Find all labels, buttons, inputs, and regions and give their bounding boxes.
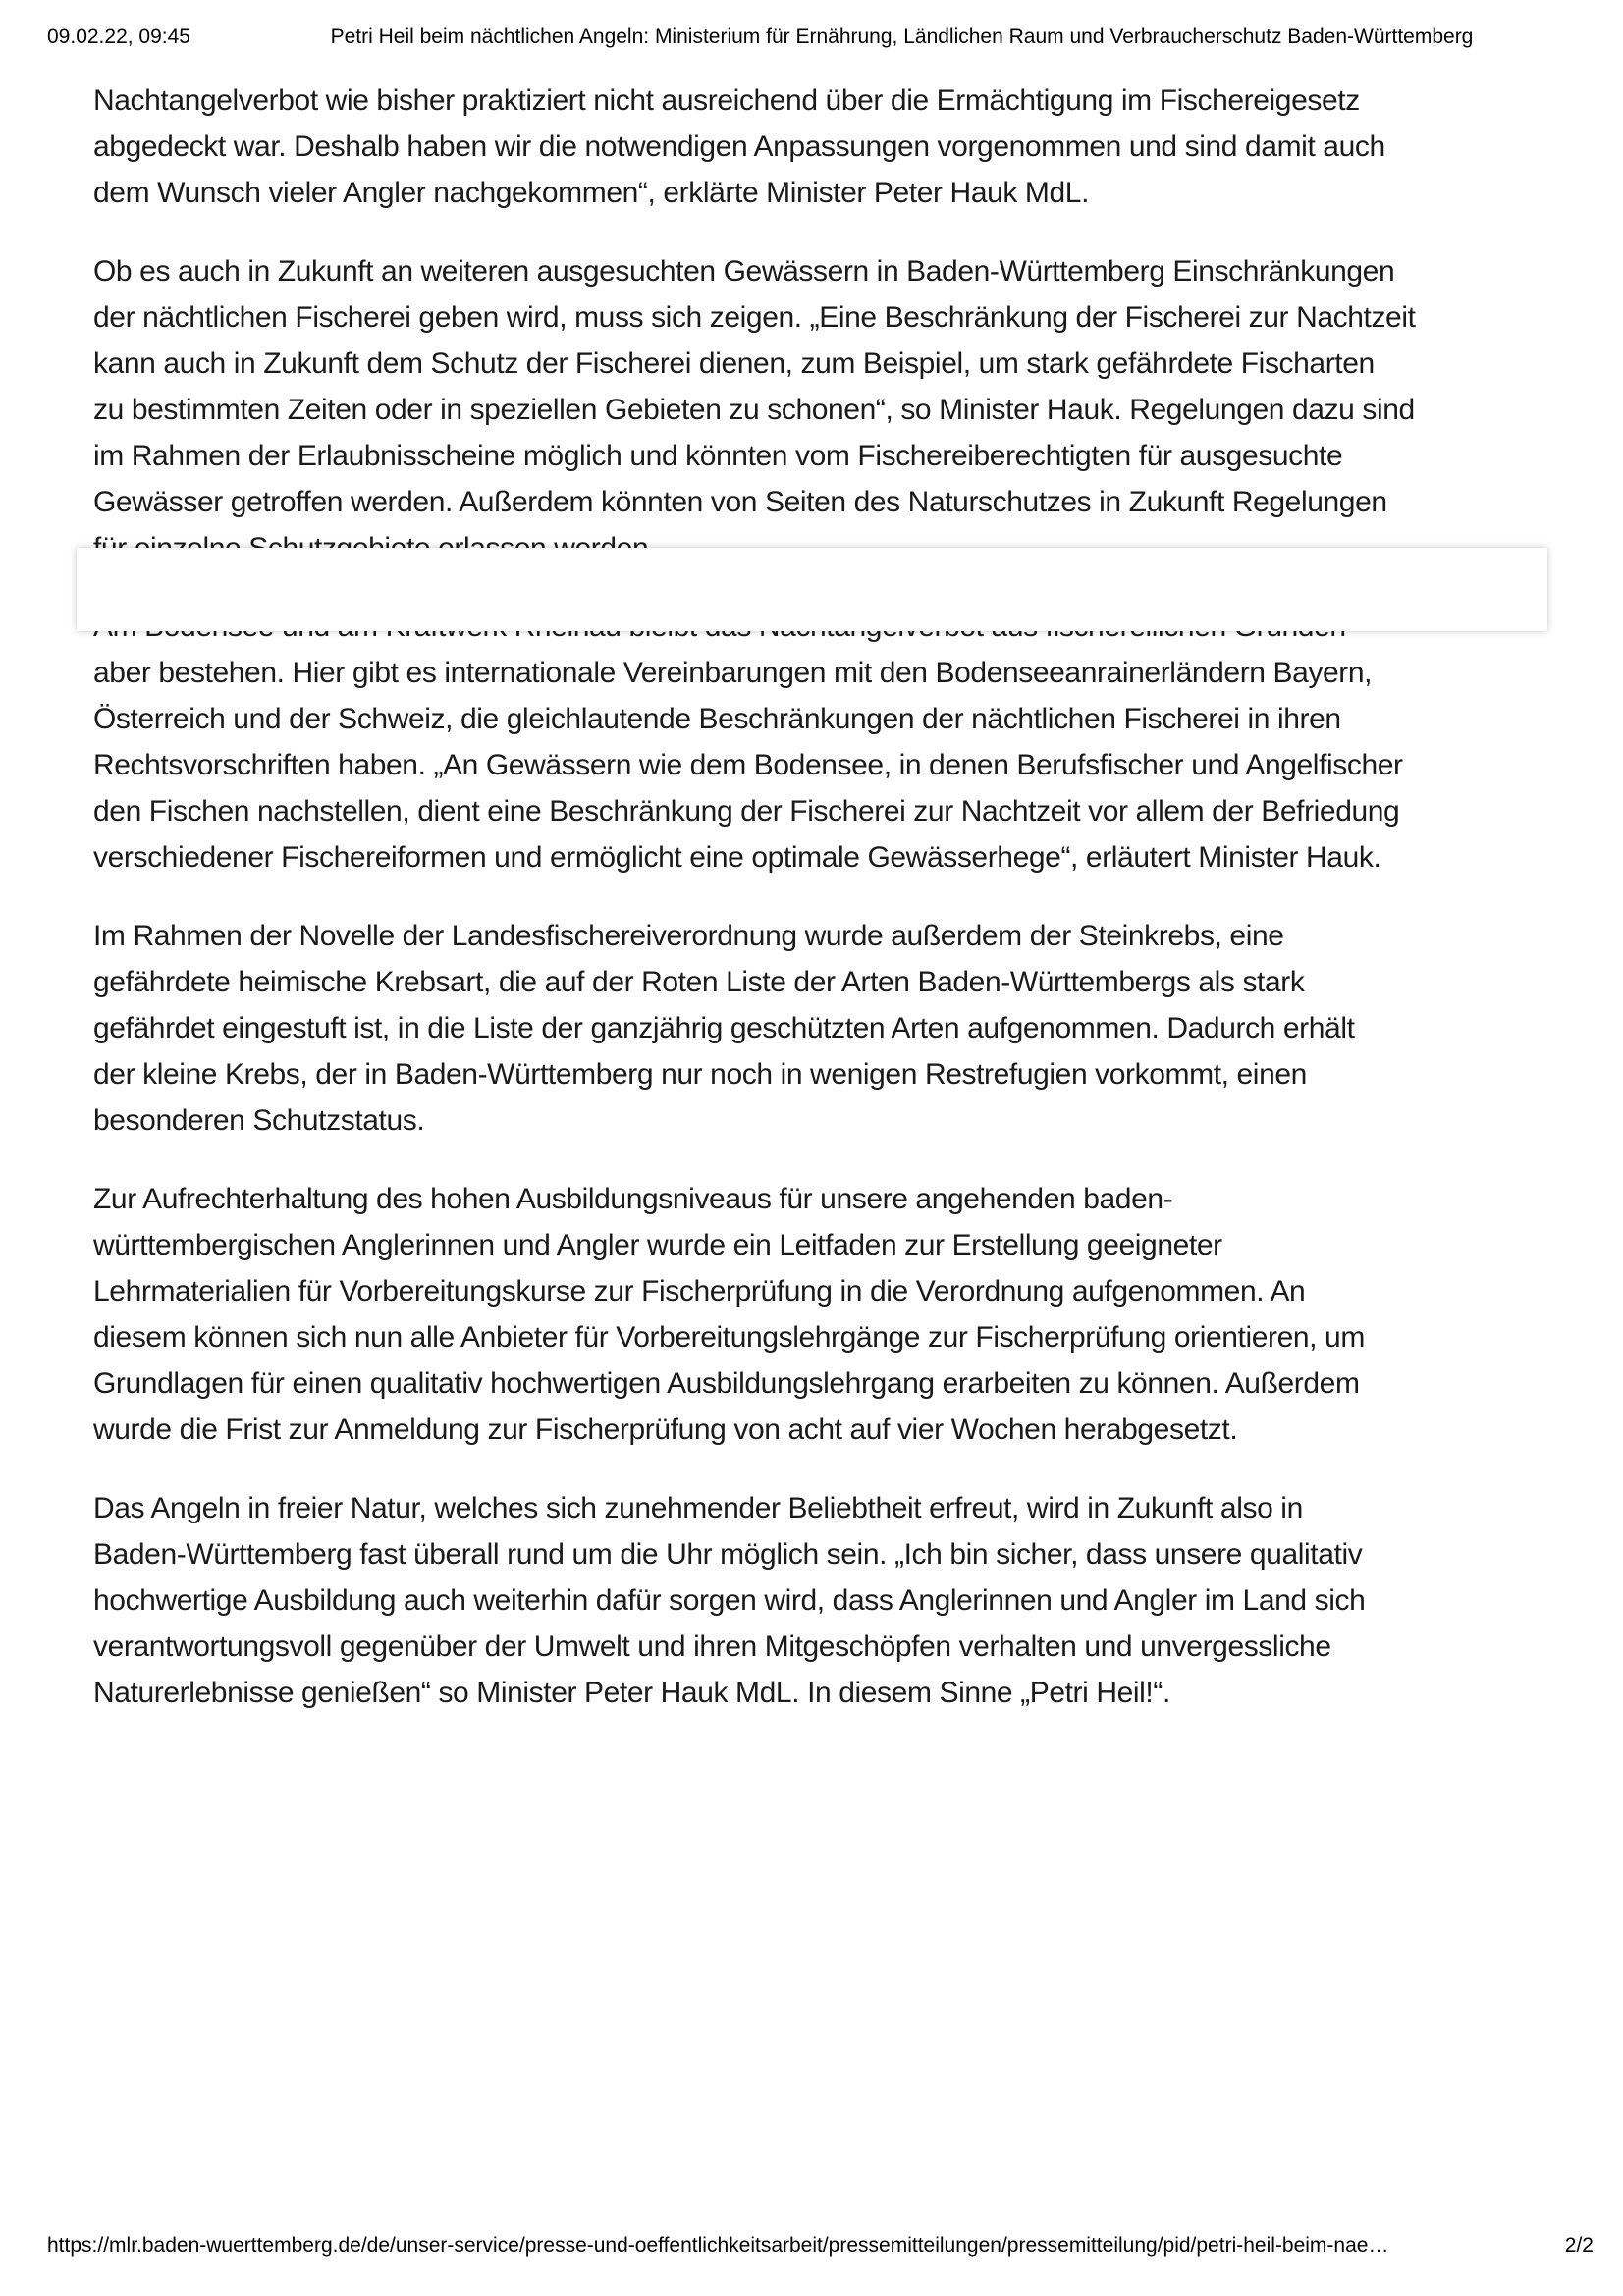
print-timestamp: 09.02.22, 09:45 — [47, 26, 190, 48]
text-line: abgedeckt war. Deshalb haben wir die notwendigen Anpassungen vorgenommen und sind damit auch — [93, 131, 1385, 163]
text-line: verantwortungsvoll gegenüber der Umwelt und ihren Mitgeschöpfen verhalten und unvergessliche — [93, 1630, 1331, 1663]
paragraph-3 — [93, 604, 1566, 881]
text-line: Nachtangelverbot wie bisher praktiziert nicht ausreichend über die Ermächtigung im Fischereigesetz — [93, 84, 1360, 117]
paragraph-6 — [93, 1485, 1566, 1716]
text-line: Grundlagen für einen qualitativ hochwertigen Ausbildungslehrgang erarbeiten zu können. Außerdem — [93, 1367, 1360, 1400]
text-line: den Fischen nachstellen, dient eine Beschränkung der Fischerei zur Nachtzeit vor allem der Befriedung — [93, 795, 1400, 828]
print-footer — [47, 2234, 1594, 2258]
text-line: gefährdete heimische Krebsart, die auf der Roten Liste der Arten Baden-Württembergs als stark — [93, 966, 1305, 998]
text-line: diesem können sich nun alle Anbieter für Vorbereitungslehrgänge zur Fischerprüfung orientieren, um — [93, 1321, 1365, 1354]
text-line: zu bestimmten Zeiten oder in speziellen Gebieten zu schonen“, so Minister Hauk. Regelungen dazu sind — [93, 394, 1415, 426]
print-header — [47, 26, 1584, 49]
text-line: kann auch in Zukunft dem Schutz der Fischerei dienen, zum Beispiel, um stark gefährdete Fischarten — [93, 347, 1375, 380]
paragraph-2 — [93, 248, 1566, 571]
footer-url: https://mlr.baden-wuerttemberg.de/de/unser-service/presse-und-oeffentlichkeitsarbeit/pressemitteilungen/pressemitteilung/pid/petri-heil-beim-nae… — [47, 2234, 1389, 2257]
print-title: Petri Heil beim nächtlichen Angeln: Ministerium für Ernährung, Ländlichen Raum und Verbraucherschutz Baden-Württemberg — [330, 26, 1474, 48]
page-break-overlay — [77, 548, 1547, 631]
text-line: hochwertige Ausbildung auch weiterhin dafür sorgen wird, dass Anglerinnen und Angler im Land sich — [93, 1584, 1366, 1617]
text-line: württembergischen Anglerinnen und Angler wurde ein Leitfaden zur Erstellung geeigneter — [93, 1229, 1222, 1261]
text-line: der kleine Krebs, der in Baden-Württemberg nur noch in wenigen Restrefugien vorkommt, einen — [93, 1058, 1307, 1091]
text-line: Österreich und der Schweiz, die gleichlautende Beschränkungen der nächtlichen Fischerei in ihren — [93, 703, 1341, 735]
paragraph-1 — [93, 78, 1566, 216]
text-line: Das Angeln in freier Natur, welches sich zunehmender Beliebtheit erfreut, wird in Zukunft also in — [93, 1492, 1303, 1524]
text-line: Zur Aufrechterhaltung des hohen Ausbildungsniveaus für unsere angehenden baden- — [93, 1183, 1173, 1215]
article-body — [93, 78, 1566, 1748]
text-line: Im Rahmen der Novelle der Landesfischereiverordnung wurde außerdem der Steinkrebs, eine — [93, 920, 1284, 952]
text-line: Gewässer getroffen werden. Außerdem könnten von Seiten des Naturschutzes in Zukunft Regelungen — [93, 486, 1387, 518]
text-line: dem Wunsch vieler Angler nachgekommen“, erklärte Minister Peter Hauk MdL. — [93, 177, 1090, 209]
text-line: Baden-Württemberg fast überall rund um die Uhr möglich sein. „Ich bin sicher, dass unsere qualitativ — [93, 1538, 1363, 1571]
text-line: Ob es auch in Zukunft an weiteren ausgesuchten Gewässern in Baden-Württemberg Einschränkungen — [93, 255, 1395, 288]
text-line: Rechtsvorschriften haben. „An Gewässern wie dem Bodensee, in denen Berufsfischer und Angelfischer — [93, 749, 1403, 781]
text-line: aber bestehen. Hier gibt es internationale Vereinbarungen mit den Bodenseeanrainerländern Bayern, — [93, 657, 1373, 689]
paragraph-5 — [93, 1176, 1566, 1453]
text-line: Lehrmaterialien für Vorbereitungskurse zur Fischerprüfung in die Verordnung aufgenommen. An — [93, 1275, 1306, 1308]
text-line: verschiedener Fischereiformen und ermöglicht eine optimale Gewässerhege“, erläutert Minister Hauk. — [93, 841, 1381, 874]
page-number: 2/2 — [1564, 2234, 1594, 2257]
paragraph-4 — [93, 913, 1566, 1144]
text-line: Naturerlebnisse genießen“ so Minister Peter Hauk MdL. In diesem Sinne „Petri Heil!“. — [93, 1677, 1170, 1709]
text-line: der nächtlichen Fischerei geben wird, muss sich zeigen. „Eine Beschränkung der Fischerei zur Nachtzeit — [93, 301, 1416, 334]
text-line: wurde die Frist zur Anmeldung zur Fischerprüfung von acht auf vier Wochen herabgesetzt. — [93, 1414, 1238, 1446]
text-line: im Rahmen der Erlaubnisscheine möglich und könnten vom Fischereiberechtigten für ausgesuchte — [93, 440, 1343, 472]
text-line: besonderen Schutzstatus. — [93, 1104, 425, 1137]
text-line: gefährdet eingestuft ist, in die Liste der ganzjährig geschützten Arten aufgenommen. Dadurch erhält — [93, 1012, 1355, 1044]
